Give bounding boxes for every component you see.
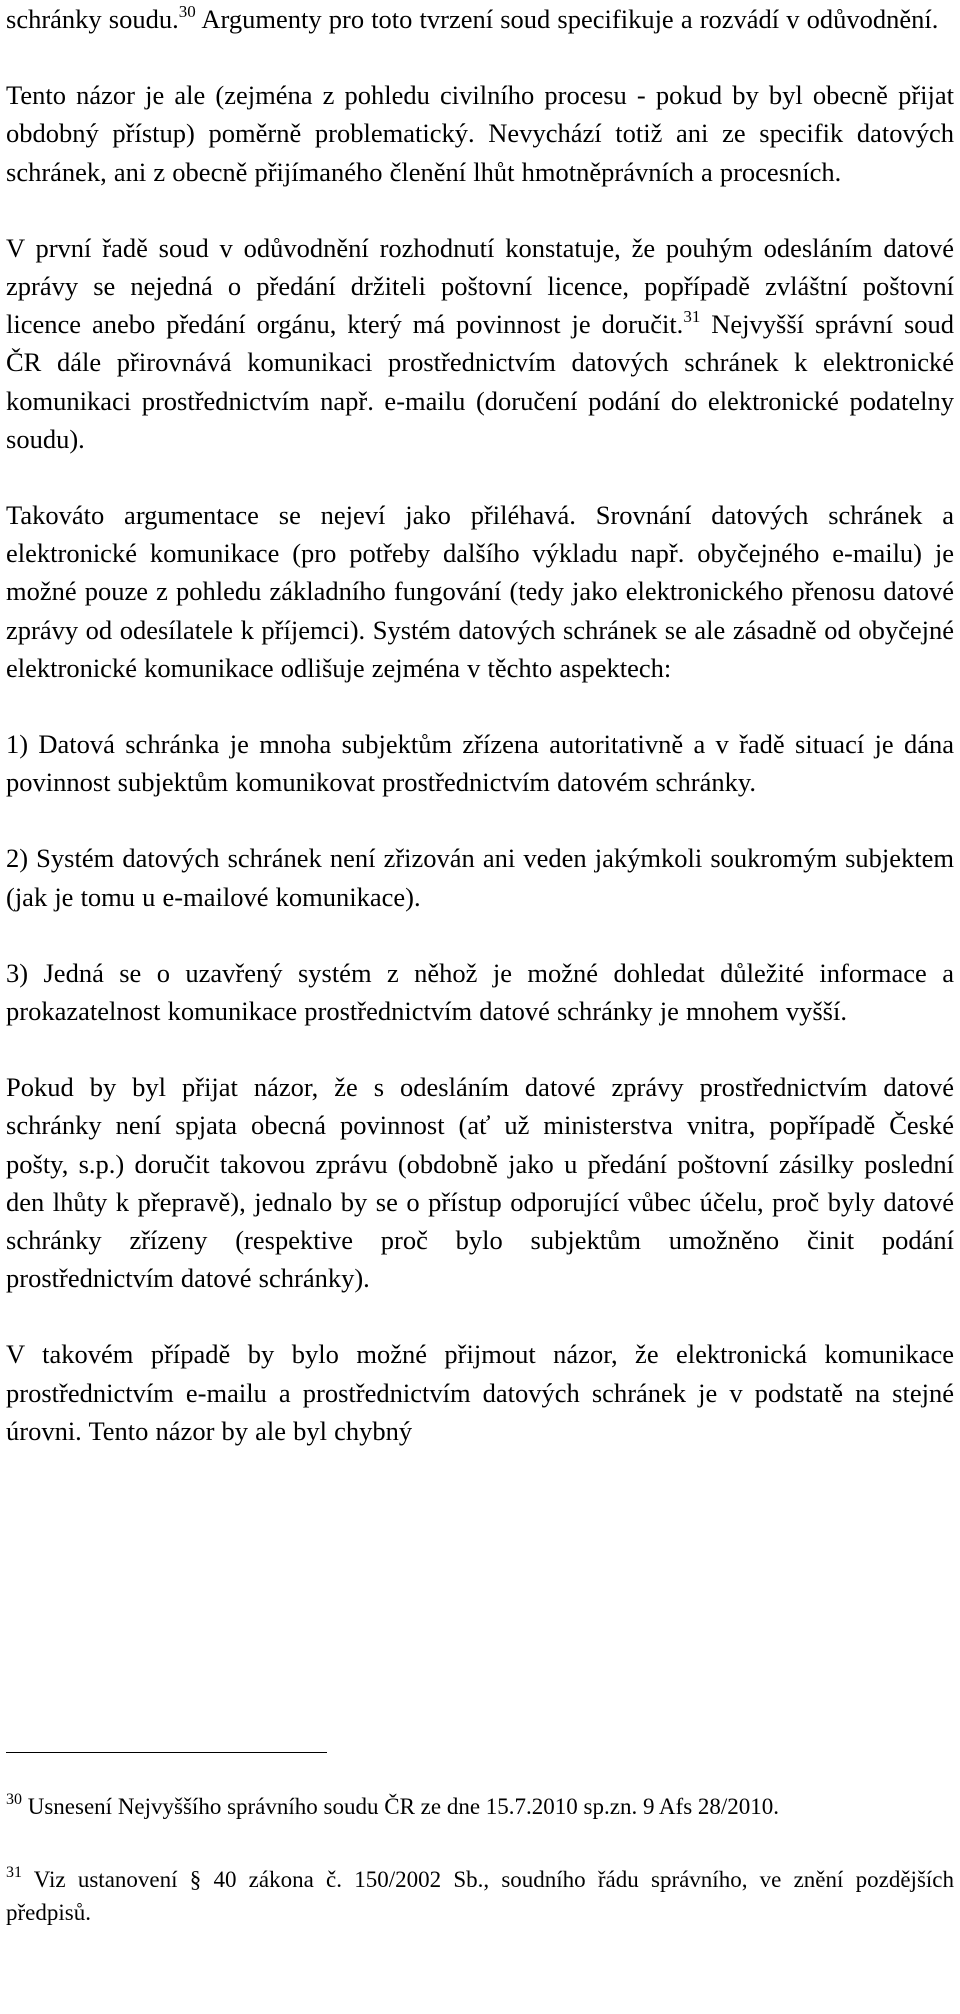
- list-item-1: 1) Datová schránka je mnoha subjektům zřízena autoritativně a v řadě situací je dána povinnost subjektům komunikovat prostřednictvím datovém schránky.: [6, 729, 954, 798]
- list-item-3: 3) Jedná se o uzavřený systém z něhož je možné dohledat důležité informace a prokazatelnost komunikace prostřednictvím datové schránky je mnohem vyšší.: [6, 957, 954, 1027]
- list-item-2: 2) Systém datových schránek není zřizován ani veden jakýmkoli soukromým subjektem (jak je tomu u e-mailové komunikace).: [6, 843, 954, 912]
- footnotes: [6, 1790, 954, 1929]
- footnote-30-text: Usnesení Nejvyššího správního soudu ČR ze dne 15.7.2010 sp.zn. 9 Afs 28/2010.: [22, 1794, 780, 1819]
- paragraph-4: Takováto argumentace se nejeví jako přiléhavá. Srovnání datových schránek a elektronické komunikace (pro potřeby dalšího výkladu např. obyčejného e-mailu) je možné pouze z pohledu základního fungování (tedy jako elektronického přenosu datové zprávy od odesílatele k příjemci). Systém datových schránek se ale zásadně od obyčejné elektronické komunikace odlišuje zejména v těchto aspektech:: [6, 500, 954, 683]
- paragraph-8: Pokud by byl přijat názor, že s odesláním datové zprávy prostřednictvím datové schránky není spjata obecná povinnost (ať už ministerstva vnitra, popřípadě České pošty, s.p.) doručit takovou zprávu (obdobně jako u předání poštovní zásilky poslední den lhůty k přepravě), jednalo by se o přístup odporující vůbec účelu, proč byly datové schránky zřízeny (respektive proč bylo subjektům umožněno činit podání prostřednictvím datové schránky).: [6, 1072, 954, 1294]
- paragraph-2: Tento názor je ale (zejména z pohledu civilního procesu - pokud by byl obecně přijat obdobný přístup) poměrně problematický. Nevychází totiž ani ze specifik datových schránek, ani z obecně přijímaného členění lhůt hmotněprávních a procesních.: [6, 80, 954, 187]
- paragraph-9: V takovém případě by bylo možné přijmout názor, že elektronická komunikace prostřednictvím e-mailu a prostřednictvím datových schránek je v podstatě na stejné úrovni. Tento názor by ale byl chybný: [6, 1339, 954, 1446]
- paragraph-1-text: schránky soudu.: [6, 4, 179, 34]
- paragraph-3: [6, 229, 954, 458]
- footnote-31-number: 31: [6, 1864, 22, 1881]
- paragraph-3-tail: Nejvyšší správní soud ČR dále přirovnává komunikaci prostřednictvím datových schránek k elektronické komunikaci prostřednictvím např. e-mailu (doručení podání do elektronické podatelny soudu).: [6, 309, 955, 454]
- footnote-31-text: Viz ustanovení § 40 zákona č. 150/2002 Sb., soudního řádu správního, ve znění pozdějších předpisů.: [6, 1867, 954, 1925]
- paragraph-3-text: V první řadě soud v odůvodnění rozhodnutí konstatuje, že pouhým odesláním datové zprávy se nejedná o předání držiteli poštovní licence, popřípadě zvláštní poštovní licence anebo předání orgánu, který má povinnost je doručit.: [6, 232, 954, 340]
- paragraph-1: [6, 0, 954, 38]
- footnote-separator: [6, 1752, 327, 1753]
- footnote-30: [6, 1790, 954, 1823]
- footnote-31: [6, 1863, 954, 1929]
- footnote-30-number: 30: [6, 1791, 22, 1808]
- footnote-ref-30[interactable]: 30: [178, 2, 196, 21]
- footnote-ref-31[interactable]: 31: [683, 307, 701, 327]
- document-page: [6, 0, 954, 1450]
- paragraph-1-tail: Argumenty pro toto tvrzení soud specifikuje a rozvádí v odůvodnění.: [195, 4, 939, 34]
